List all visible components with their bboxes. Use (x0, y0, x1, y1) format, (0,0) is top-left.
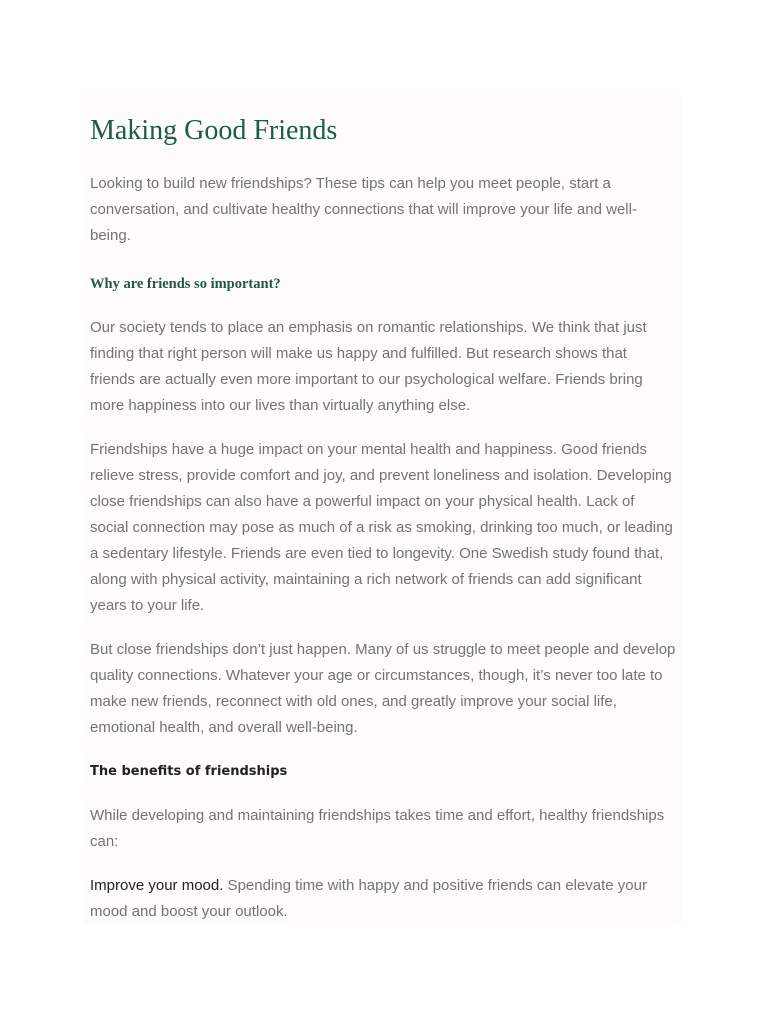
benefit-item-mood (90, 873, 676, 925)
paragraph-impact: Friendships have a huge impact on your mental health and happiness. Good friends relieve stress, provide comfort and joy, and prevent loneliness and isolation. Developing close friendships can also have a powerful impact on your physical health. Lack of social connection may pose as much of a risk as smoking, drinking too much, or leading a sedentary lifestyle. Friends are even tied to longevity. One Swedish study found that, along with physical activity, maintaining a rich network of friends can add significant years to your life. (90, 441, 673, 614)
benefit-item-lead: Improve your mood. (90, 877, 224, 894)
section-heading-why-friends: Why are friends so important? (90, 276, 281, 292)
paragraph-society: Our society tends to place an emphasis on romantic relationships. We think that just finding that right person will make us happy and fulfilled. But research shows that friends are actually even more important to our psychological welfare. Friends bring more happiness into our lives than virtually anything else. (90, 319, 647, 414)
article-title: Making Good Friends (90, 115, 338, 146)
intro-paragraph: Looking to build new friendships? These tips can help you meet people, start a conversation, and cultivate healthy connections that will improve your life and well-being. (90, 175, 637, 244)
section-heading-benefits: The benefits of friendships (90, 764, 288, 779)
paragraph-close-friendships: But close friendships don’t just happen. Many of us struggle to meet people and develop quality connections. Whatever your age or circumstances, though, it’s never too late to make new friends, reconnect with old ones, and greatly improve your social life, emotional health, and overall well-being. (90, 641, 676, 736)
article (84, 95, 682, 923)
benefit-item-text: Spending time with happy and positive friends can elevate your mood and boost your outlook. (90, 877, 647, 920)
paragraph-benefits-intro: While developing and maintaining friendships takes time and effort, healthy friendships can: (90, 807, 665, 850)
